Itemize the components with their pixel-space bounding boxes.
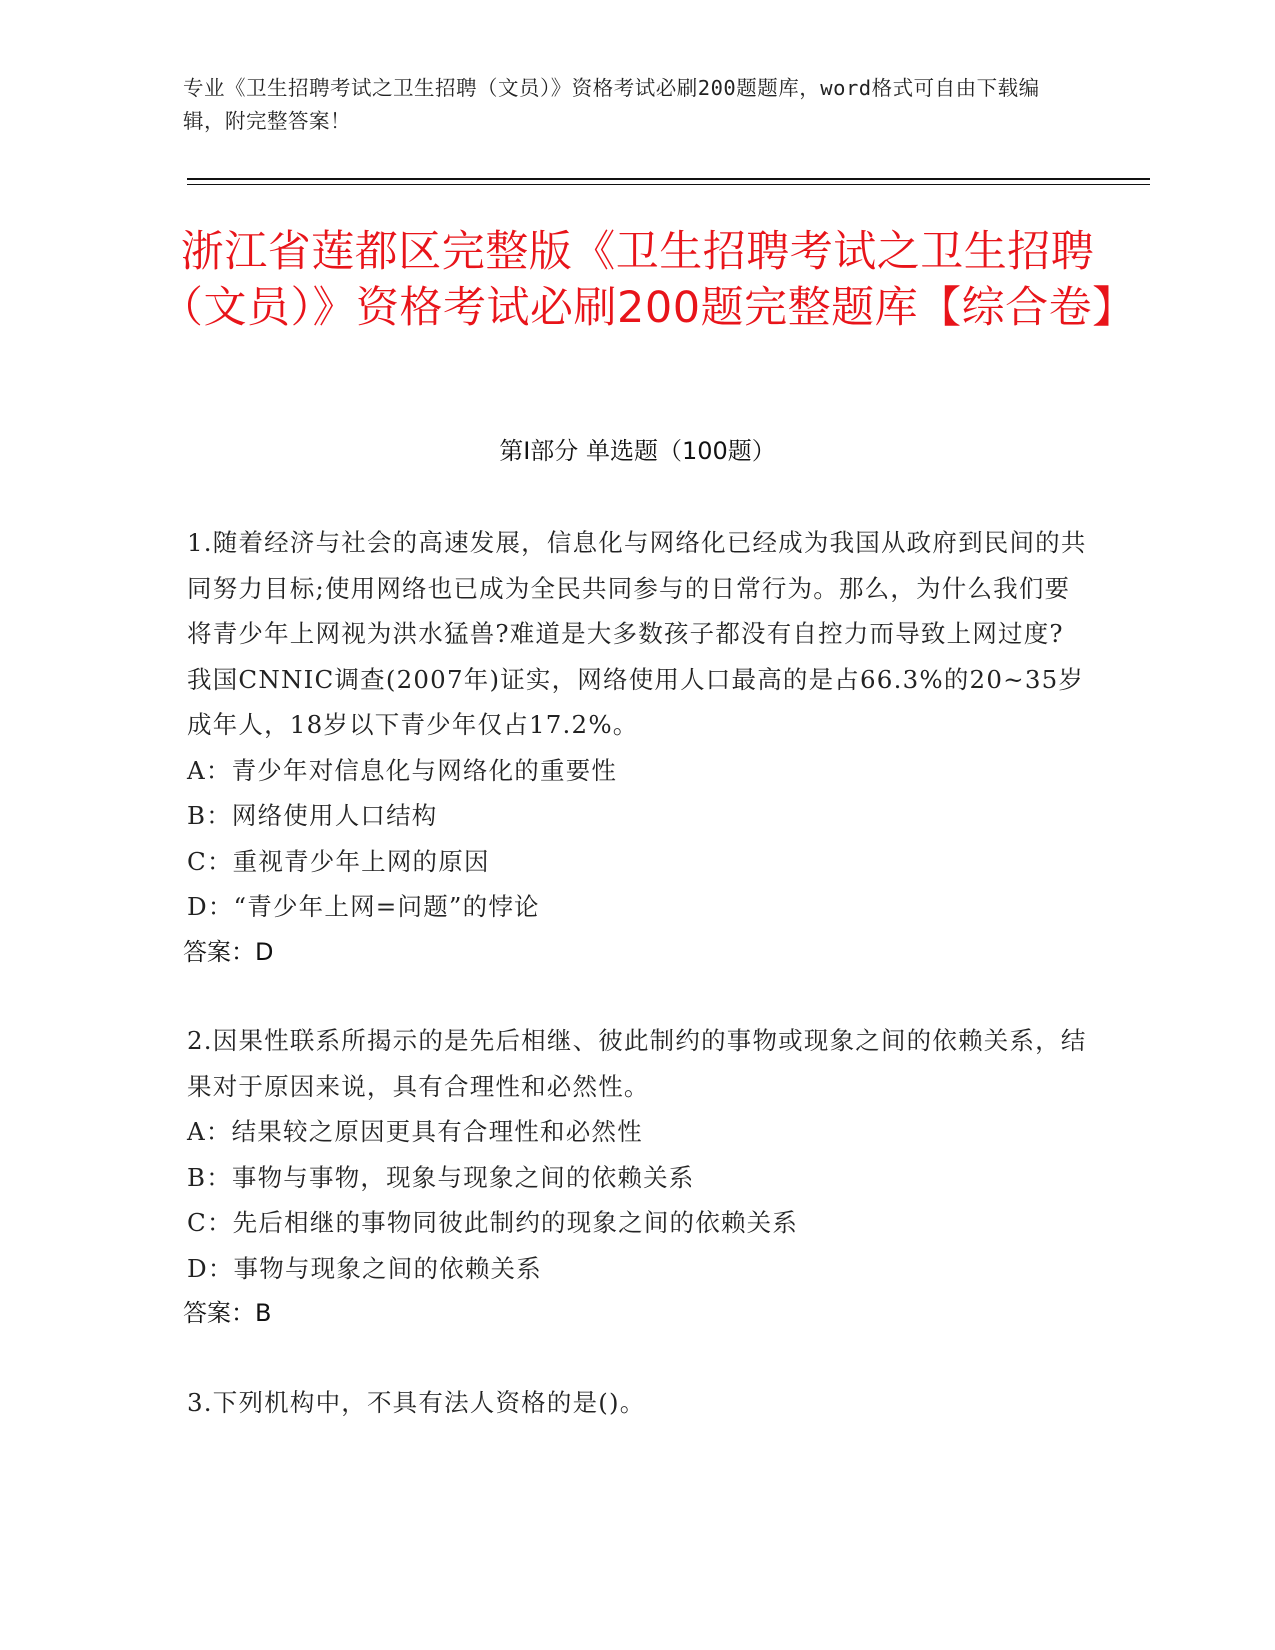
- option-c: C：先后相继的事物同彼此制约的现象之间的依赖关系: [187, 1208, 799, 1237]
- option-d: D：“青少年上网=问题”的悖论: [187, 892, 540, 921]
- section-title: 第I部分 单选题（100题）: [499, 437, 776, 465]
- answer: 答案：D: [183, 937, 274, 966]
- question-stem: 2.因果性联系所揭示的是先后相继、彼此制约的事物或现象之间的依赖关系，结果对于原因来说，具有合理性和必然性。: [187, 1026, 1087, 1101]
- document-title: 浙江省莲都区完整版《卫生招聘考试之卫生招聘（文员）》资格考试必刷200题完整题库【综合卷】: [160, 227, 1136, 333]
- option-b: B：网络使用人口结构: [187, 801, 438, 830]
- question-2: [183, 1018, 1087, 1337]
- question-stem: 3.下列机构中，不具有法人资格的是()。: [187, 1387, 646, 1417]
- answer: 答案：B: [183, 1299, 272, 1327]
- question-3: [187, 1380, 1087, 1426]
- option-c: C：重视青少年上网的原因: [187, 846, 490, 876]
- header-divider-thick: [187, 178, 1150, 180]
- header-note: 专业《卫生招聘考试之卫生招聘（文员）》资格考试必刷200题题库，word格式可自由下载编辑，附完整答案！: [183, 76, 1040, 133]
- question-list: [183, 520, 1087, 1468]
- question-stem: 1.随着经济与社会的高速发展，信息化与网络化已经成为我国从政府到民间的共同努力目标;使用网络也已成为全民共同参与的日常行为。那么，为什么我们要将青少年上网视为洪水猛兽?难道是大多数孩子都没有自控力而导致上网过度?我国CNNIC调查(2007年)证实，网络使用人口最高的是占66.3%的20~35岁成年人，18岁以下青少年仅占17.2%。: [187, 528, 1087, 739]
- option-d: D：事物与现象之间的依赖关系: [187, 1253, 542, 1283]
- question-1: [183, 520, 1087, 975]
- header-divider-thin: [187, 184, 1150, 185]
- option-a: A：结果较之原因更具有合理性和必然性: [187, 1117, 643, 1146]
- option-b: B：事物与事物，现象与现象之间的依赖关系: [187, 1162, 695, 1192]
- option-a: A：青少年对信息化与网络化的重要性: [187, 755, 618, 785]
